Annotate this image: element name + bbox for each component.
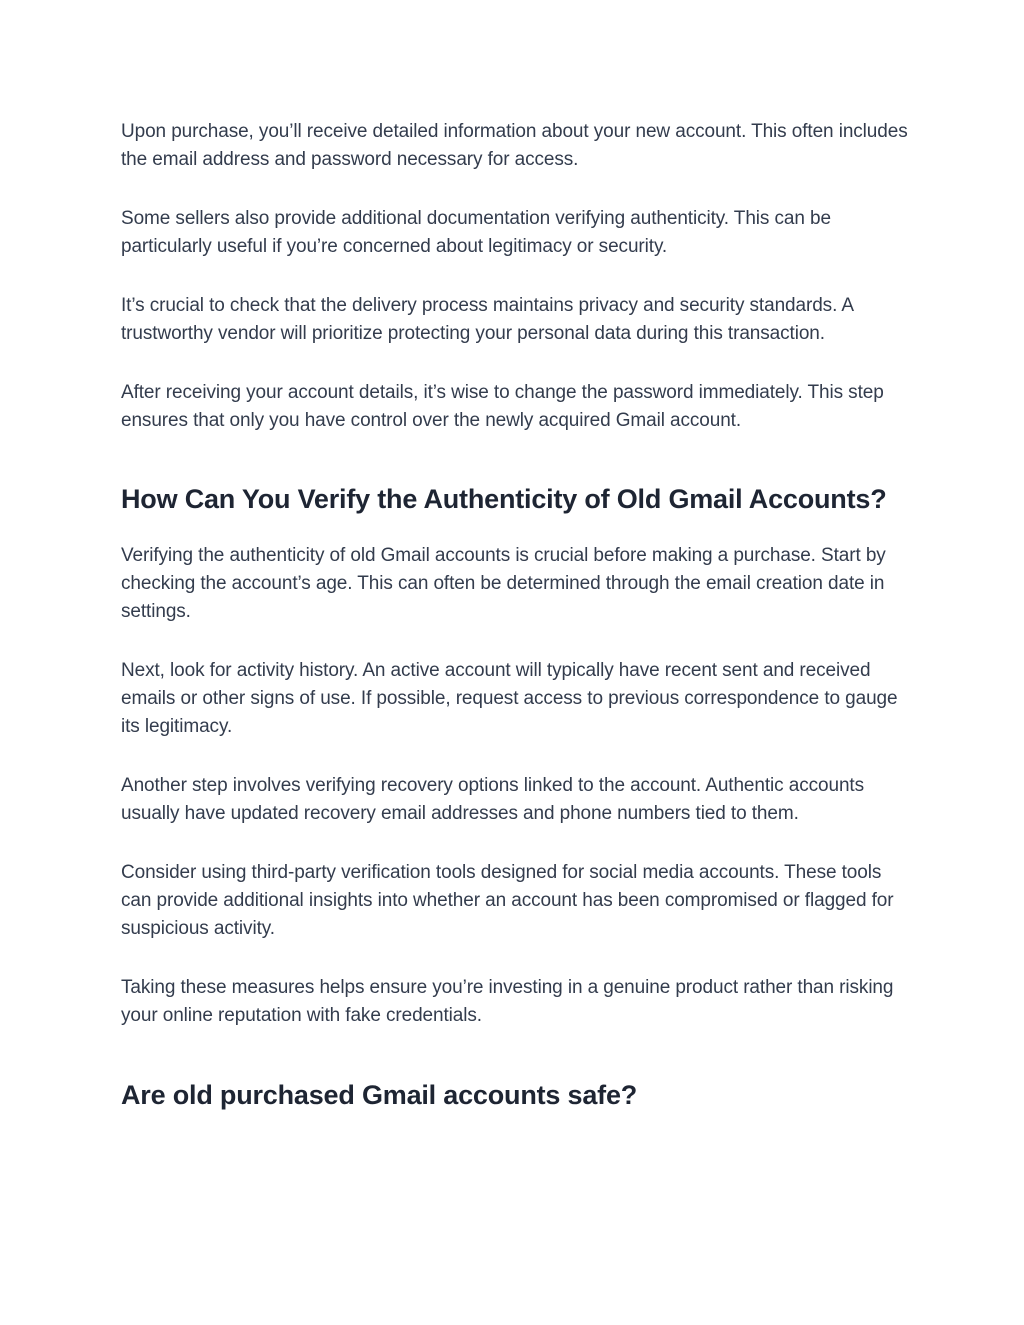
paragraph: Some sellers also provide additional documentation verifying authenticity. This can be particularly useful if you’re concerned about legitimacy or security. bbox=[121, 208, 831, 257]
section-heading-verify: How Can You Verify the Authenticity of Old Gmail Accounts? bbox=[121, 484, 887, 514]
paragraph: It’s crucial to check that the delivery process maintains privacy and security standards. A trustworthy vendor will prioritize protecting your personal data during this transaction. bbox=[121, 295, 853, 344]
paragraph: Taking these measures helps ensure you’re investing in a genuine product rather than risking your online reputation with fake credentials. bbox=[121, 977, 894, 1026]
paragraph: Upon purchase, you’ll receive detailed information about your new account. This often includes the email address and password necessary for access. bbox=[121, 121, 908, 170]
paragraph: Another step involves verifying recovery options linked to the account. Authentic accounts usually have updated recovery email addresses and phone numbers tied to them. bbox=[121, 775, 864, 824]
paragraph: Consider using third-party verification tools designed for social media accounts. These tools can provide additional insights into whether an account has been compromised or flagged for suspicious activity. bbox=[121, 862, 894, 939]
document-content bbox=[121, 118, 911, 1113]
verify-section bbox=[121, 542, 911, 1030]
intro-section bbox=[121, 118, 911, 435]
paragraph: Next, look for activity history. An active account will typically have recent sent and received emails or other signs of use. If possible, request access to previous correspondence to gauge its legitimacy. bbox=[121, 660, 898, 737]
paragraph: After receiving your account details, it’s wise to change the password immediately. This step ensures that only you have control over the newly acquired Gmail account. bbox=[121, 382, 884, 431]
paragraph: Verifying the authenticity of old Gmail accounts is crucial before making a purchase. Start by checking the account’s age. This can often be determined through the email creation date in settings. bbox=[121, 545, 886, 622]
section-heading-safety: Are old purchased Gmail accounts safe? bbox=[121, 1080, 638, 1110]
